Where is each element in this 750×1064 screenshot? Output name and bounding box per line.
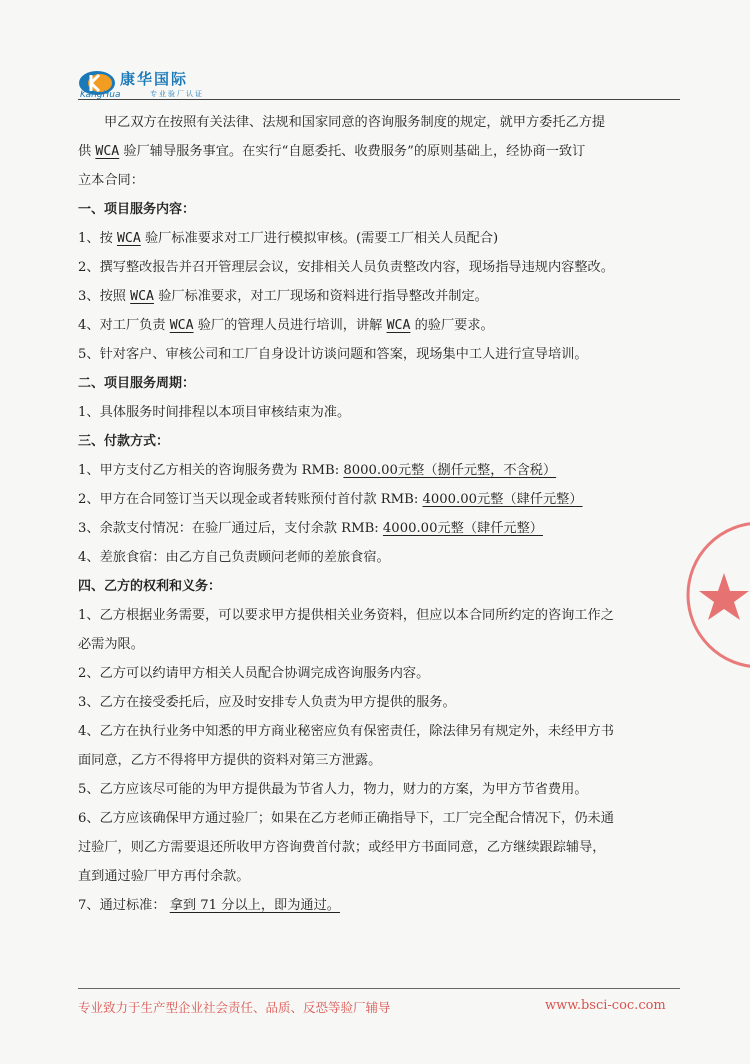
company-tagline: 专业验厂认证 (150, 90, 204, 98)
payment-amount: 8000.00元整（捌仟元整，不含税） (343, 463, 557, 478)
list-item (78, 224, 678, 253)
section-heading: 四、乙方的权利和义务： (78, 579, 222, 594)
item-text: 1、甲方支付乙方相关的咨询服务费为 RMB: (78, 463, 340, 478)
intro-text: 验厂辅导服务事宜。在实行“自愿委托、收费服务”的原则基础上，经协商一致订 (123, 144, 586, 159)
list-item (78, 282, 678, 311)
list-item: 4、差旅食宿：由乙方自己负责顾问老师的差旅食宿。 (78, 550, 390, 565)
intro-line: 立本合同： (78, 173, 144, 188)
payment-amount: 4000.00元整（肆仟元整） (422, 492, 583, 507)
company-name-en: KangHua (80, 90, 121, 100)
list-item-cont: 直到通过验厂甲方再付余款。 (78, 869, 250, 884)
list-item: 5、乙方应该尽可能的为甲方提供最为节省人力，物力，财力的方案，为甲方节省费用。 (78, 782, 588, 797)
section-heading: 一、项目服务内容： (78, 202, 196, 217)
company-name-cn: 康华国际 (120, 70, 189, 88)
header-divider (78, 99, 680, 100)
wca-standard: WCA (95, 144, 120, 159)
list-item (78, 485, 678, 514)
list-item-cont: 必需为限。 (78, 637, 144, 652)
item-text: 验厂的管理人员进行培训，讲解 (197, 318, 383, 333)
list-item (78, 514, 678, 543)
item-text: 7、通过标准： (78, 898, 166, 913)
item-text: 3、按照 (78, 289, 126, 304)
item-text: 4、对工厂负责 (78, 318, 166, 333)
list-item: 4、乙方在执行业务中知悉的甲方商业秘密应负有保密责任，除法律另有规定外，未经甲方书 (78, 724, 614, 739)
intro-text: 供 (78, 144, 92, 159)
list-item: 5、针对客户、审核公司和工厂自身设计访谈问题和答案，现场集中工人进行宣导培训。 (78, 347, 588, 362)
pass-standard: 拿到 71 分以上，即为通过。 (169, 898, 340, 913)
item-text: 验厂标准要求对工厂进行模拟审核。(需要工厂相关人员配合) (145, 231, 499, 246)
list-item (78, 311, 678, 340)
wca-standard: WCA (116, 231, 141, 246)
contract-body (78, 108, 678, 920)
list-item (78, 891, 678, 920)
payment-amount: 4000.00元整（肆仟元整） (382, 521, 543, 536)
list-item: 1、乙方根据业务需要，可以要求甲方提供相关业务资料，但应以本合同所约定的咨询工作之 (78, 608, 614, 623)
list-item: 3、乙方在接受委托后，应及时安排专人负责为甲方提供的服务。 (78, 695, 456, 710)
footer-website-link[interactable]: www.bsci-coc.com (545, 998, 666, 1013)
list-item: 6、乙方应该确保甲方通过验厂；如果在乙方老师正确指导下，工厂完全配合情况下，仍未通 (78, 811, 614, 826)
item-text: 1、按 (78, 231, 113, 246)
item-text: 2、甲方在合同签订当天以现金或者转账预付首付款 RMB: (78, 492, 419, 507)
footer-slogan: 专业致力于生产型企业社会责任、品质、反恐等验厂辅导 (78, 1000, 391, 1015)
company-seal (680, 515, 750, 675)
wca-standard: WCA (386, 318, 411, 333)
item-text: 的验厂要求。 (414, 318, 494, 333)
section-heading: 三、付款方式： (78, 434, 170, 449)
letterhead (78, 62, 678, 102)
wca-standard: WCA (130, 289, 154, 304)
wca-standard: WCA (169, 318, 194, 333)
section-heading: 二、项目服务周期： (78, 376, 196, 391)
list-item-cont: 过验厂，则乙方需要退还所收甲方咨询费首付款；或经甲方书面同意，乙方继续跟踪辅导， (78, 840, 606, 855)
list-item (78, 456, 678, 485)
item-text: 3、余款支付情况：在验厂通过后，支付余款 RMB: (78, 521, 379, 536)
item-text: 验厂标准要求，对工厂现场和资料进行指导整改并制定。 (158, 289, 488, 304)
list-item: 2、乙方可以约请甲方相关人员配合协调完成咨询服务内容。 (78, 666, 430, 681)
list-item: 1、具体服务时间排程以本项目审核结束为准。 (78, 405, 351, 420)
footer-divider (78, 988, 680, 989)
list-item-cont: 面同意，乙方不得将甲方提供的资料对第三方泄露。 (78, 753, 382, 768)
intro-line: 甲乙双方在按照有关法律、法规和国家同意的咨询服务制度的规定，就甲方委托乙方提 (104, 115, 606, 130)
list-item: 2、撰写整改报告并召开管理层会议，安排相关人员负责整改内容，现场指导违规内容整改。 (78, 260, 614, 275)
intro-line (78, 137, 678, 166)
